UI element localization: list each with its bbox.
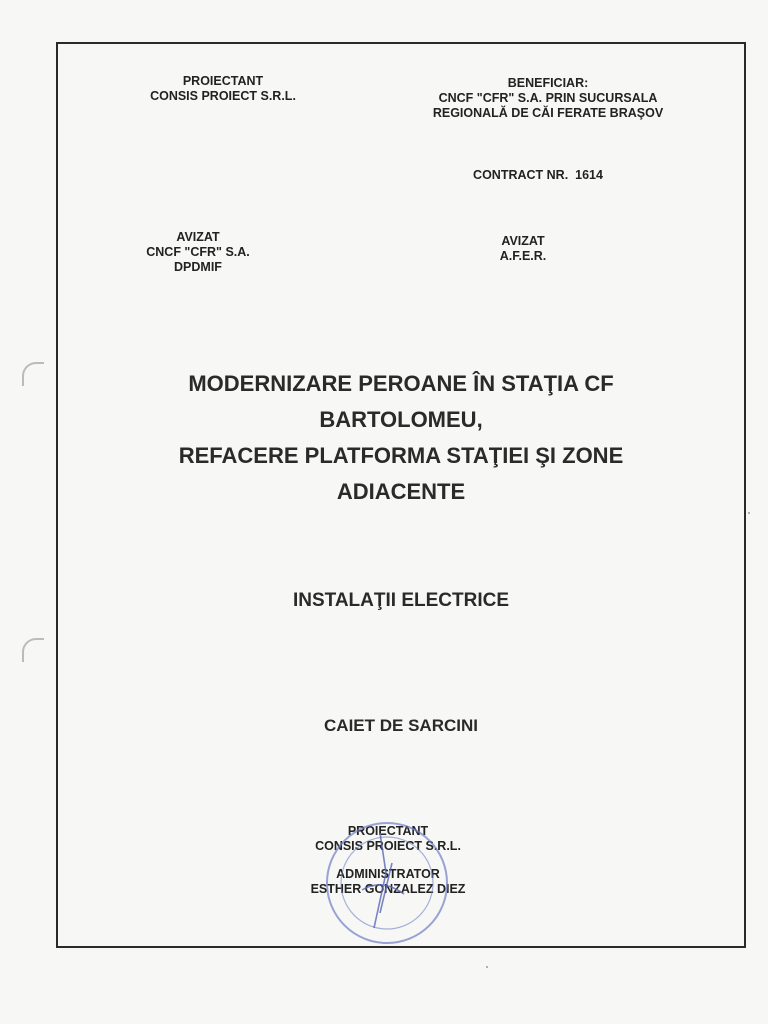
signature-name: ESTHER GONZALEZ DIEZ	[310, 882, 466, 896]
beneficiary-line1: CNCF "CFR" S.A. PRIN SUCURSALA	[438, 91, 658, 105]
designer-block	[138, 74, 308, 104]
page-frame	[56, 42, 746, 948]
punch-hole-bottom	[22, 638, 44, 662]
company-stamp	[322, 818, 452, 948]
approval-right-title: AVIZAT	[501, 234, 545, 248]
beneficiary-line2: REGIONALĂ DE CĂI FERATE BRAŞOV	[432, 106, 664, 120]
approval-left-line1: CNCF "CFR" S.A.	[146, 245, 250, 259]
beneficiary-block	[398, 76, 698, 121]
project-title-line4: ADIACENTE	[336, 479, 466, 504]
signature-title: PROIECTANT	[347, 824, 429, 838]
designer-company: CONSIS PROIECT S.R.L.	[150, 89, 296, 103]
approval-right	[468, 234, 578, 264]
approval-left-title: AVIZAT	[176, 230, 220, 244]
signature-scribble	[362, 833, 404, 928]
punch-hole-top	[22, 362, 44, 386]
document-type: CAIET DE SARCINI	[324, 716, 478, 735]
project-title-line1: MODERNIZARE PEROANE ÎN STAŢIA CF	[188, 371, 614, 396]
project-title-line3: REFACERE PLATFORMA STAŢIEI ŞI ZONE	[178, 443, 624, 468]
scan-speck	[486, 966, 488, 968]
contract-number: CONTRACT NR. 1614	[473, 168, 603, 182]
beneficiary-title: BENEFICIAR:	[507, 76, 589, 90]
approval-left-line2: DPDMIF	[174, 260, 222, 274]
section-title: INSTALAŢII ELECTRICE	[292, 590, 510, 611]
project-title-line2: BARTOLOMEU,	[319, 407, 483, 432]
scan-speck	[748, 512, 750, 514]
designer-title: PROIECTANT	[182, 74, 264, 88]
signature-company: CONSIS PROIECT S.R.L.	[315, 839, 461, 853]
approval-right-line1: A.F.E.R.	[499, 249, 547, 263]
signature-role: ADMINISTRATOR	[336, 867, 440, 881]
approval-left	[128, 230, 268, 275]
project-title	[58, 366, 744, 510]
